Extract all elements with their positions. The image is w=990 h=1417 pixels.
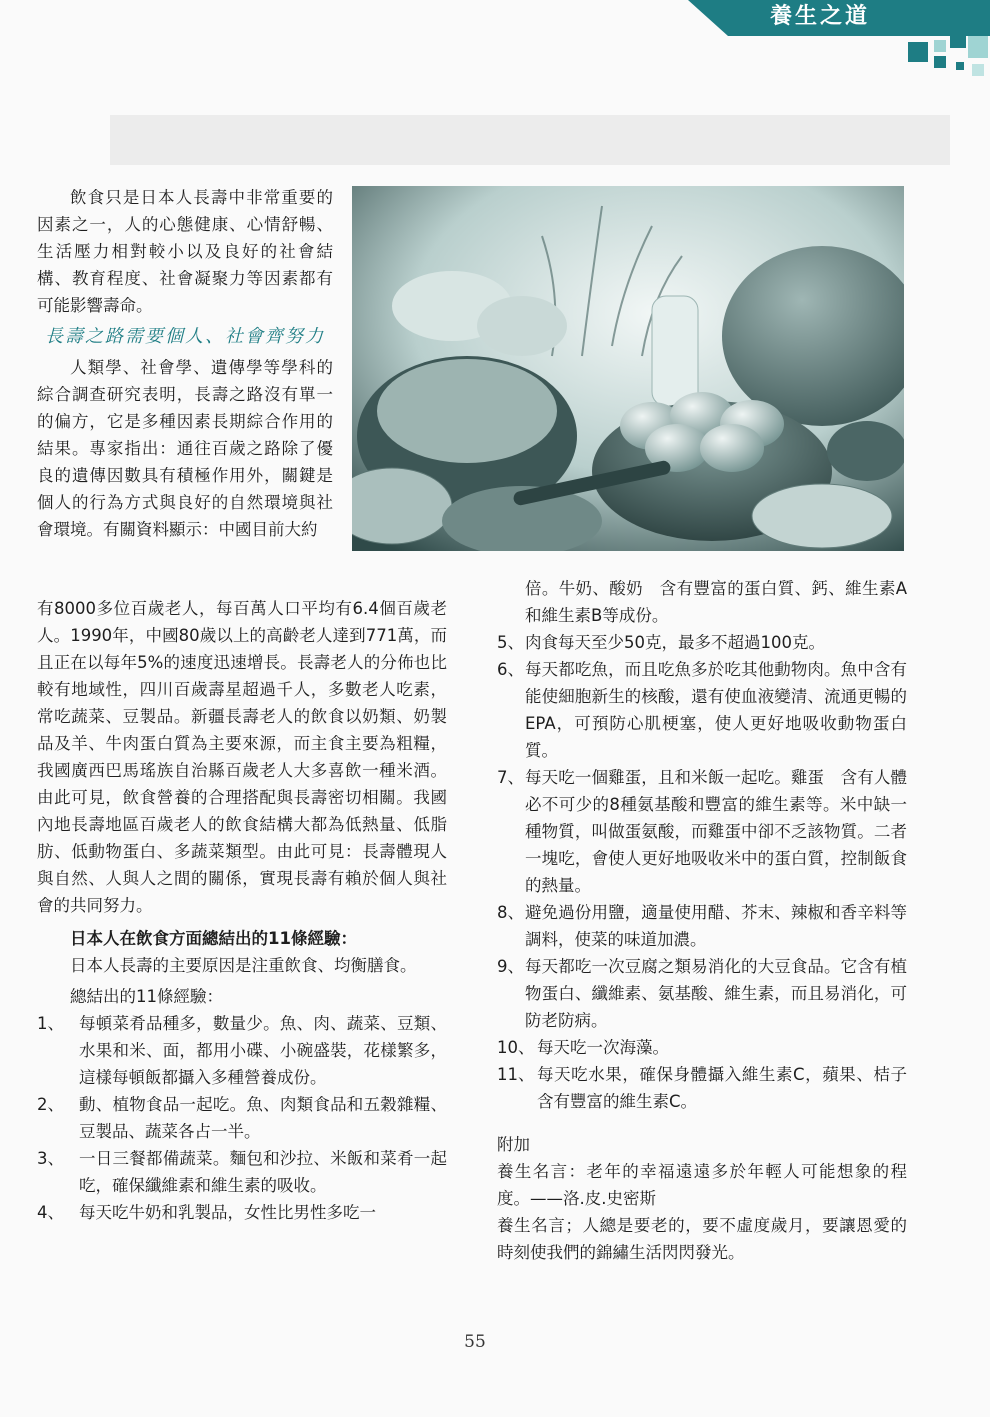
list-item <box>497 1034 907 1061</box>
list-text: 每天都吃魚，而且吃魚多於吃其他動物肉。魚中含有能使細胞新生的核酸，還有使血液變清、流通更暢的EPA，可預防心肌梗塞，使人更好地吸收動物蛋白質。 <box>525 660 907 760</box>
left-column-bottom <box>37 595 447 1226</box>
list-number: 6、 <box>497 660 524 679</box>
left-column-top <box>37 184 333 543</box>
list-item <box>37 1199 447 1226</box>
list-text: 每天都吃一次豆腐之類易消化的大豆食品。它含有植物蛋白、纖維素、氨基酸、維生素，而且易消化，可防老防病。 <box>525 957 907 1030</box>
list-item <box>37 1091 447 1145</box>
page-number: 55 <box>464 1332 486 1352</box>
list-item <box>37 1145 447 1199</box>
list-number: 4、 <box>37 1203 64 1222</box>
list-item <box>497 629 907 656</box>
list-number: 8、 <box>497 903 524 922</box>
section-title: 養生之道 <box>769 4 870 29</box>
list-number: 9、 <box>497 957 524 976</box>
list-item <box>497 1061 924 1115</box>
list-text: 每天吃水果，確保身體攝入維生素C，蘋果、桔子 含有豐富的維生素C。 <box>537 1065 924 1111</box>
list-continuation: 倍。牛奶、酸奶 含有豐富的蛋白質、鈣、維生素A和維生素B等成份。 <box>525 579 907 625</box>
food-still-life-photo <box>352 186 904 551</box>
list-text: 每天吃一次海藻。 <box>537 1038 669 1057</box>
list-text: 動、植物食品一起吃。魚、肉類食品和五穀雜糧、豆製品、蔬菜各占一半。 <box>79 1095 447 1141</box>
list-number: 10、 <box>497 1038 535 1057</box>
list-text: 每天吃一個雞蛋，且和米飯一起吃。雞蛋 含有人體必不可少的8種氨基酸和豐富的維生素等。米中缺一種物質，叫做蛋氨酸，而雞蛋中卻不乏該物質。二者一塊吃，會使人更好地吸收米中的蛋白質，控制飯食的熱量。 <box>525 768 907 895</box>
right-column <box>497 575 924 1266</box>
list-text: 每天吃牛奶和乳製品，女性比男性多吃一 <box>79 1203 376 1222</box>
longevity-paragraph-part1: 人類學、社會學、遺傳學等學科的綜合調查研究表明，長壽之路沒有單一的偏方，它是多種因素長期綜合作用的結果。專家指出：通往百歲之路除了優良的遺傳因數具有積極作用外，關鍵是個人的行為方式與良好的自然環境與社會環境。有關資料顯示：中國目前大約 <box>37 358 333 539</box>
longevity-paragraph-part2: 有8000多位百歲老人，每百萬人口平均有6.4個百歲老人。1990年，中國80歲以上的高齡老人達到771萬，而且正在以每年5%的速度迅速增長。長壽老人的分佈也比較有地域性，四川百歲壽星超過千人，多數老人吃素，常吃蔬菜、豆製品。新疆長壽老人的飲食以奶類、奶製品及羊、牛肉蛋白質為主要來源，而主食主要為粗糧，我國廣西巴馬瑤族自治縣百歲老人大多喜飲一種米酒。由此可見，飲食營養的合理搭配與長壽密切相關。我國內地長壽地區百歲老人的飲食結構大都為低熱量、低脂肪、低動物蛋白、多蔬菜類型。由此可見：長壽體現人與自然、人與人之間的關係，實現長壽有賴於個人與社會的共同努力。 <box>37 599 447 915</box>
list-item <box>497 899 907 953</box>
list-text: 肉食每天至少50克，最多不超過100克。 <box>525 633 825 652</box>
faint-background-title <box>110 95 950 185</box>
list-text: 每頓菜肴品種多，數量少。魚、肉、蔬菜、豆類、水果和米、面，都用小碟、小碗盛裝，花樣繁多，這樣每頓飯都攝入多種營養成份。 <box>79 1014 447 1087</box>
reason-paragraph: 日本人長壽的主要原因是注重飲食、均衡膳食。 <box>70 956 417 975</box>
decorative-squares <box>900 28 990 78</box>
quote-2: 養生名言；人總是要老的，要不虛度歲月，要讓恩愛的時刻使我們的錦繡生活閃閃發光。 <box>497 1216 907 1262</box>
quote-1: 養生名言：老年的幸福遠遠多於年輕人可能想象的程度。——洛.皮.史密斯 <box>497 1162 907 1208</box>
list-text: 避免過份用鹽，適量使用醋、芥末、辣椒和香辛料等調料，使菜的味道加濃。 <box>525 903 907 949</box>
list-number: 1、 <box>37 1014 64 1033</box>
list-number: 3、 <box>37 1149 64 1168</box>
list-number: 5、 <box>497 633 524 652</box>
section-subheading: 長壽之路需要個人、社會齊努力 <box>45 326 325 347</box>
appendix-label: 附加 <box>497 1135 530 1154</box>
list-number: 7、 <box>497 768 524 787</box>
list-number: 2、 <box>37 1095 64 1114</box>
summary-intro: 總結出的11條經驗： <box>70 987 223 1006</box>
list-item <box>497 656 907 764</box>
experience-heading: 日本人在飲食方面總結出的11條經驗： <box>70 929 357 948</box>
list-item <box>497 953 907 1034</box>
list-number: 11、 <box>497 1065 535 1084</box>
list-text: 一日三餐都備蔬菜。麵包和沙拉、米飯和菜肴一起吃，確保纖維素和維生素的吸收。 <box>79 1149 447 1195</box>
list-item <box>497 764 907 899</box>
intro-paragraph: 飲食只是日本人長壽中非常重要的因素之一，人的心態健康、心情舒暢、生活壓力相對較小以及良好的社會結構、教育程度、社會凝聚力等因素都有可能影響壽命。 <box>37 188 333 315</box>
list-item <box>37 1010 447 1091</box>
